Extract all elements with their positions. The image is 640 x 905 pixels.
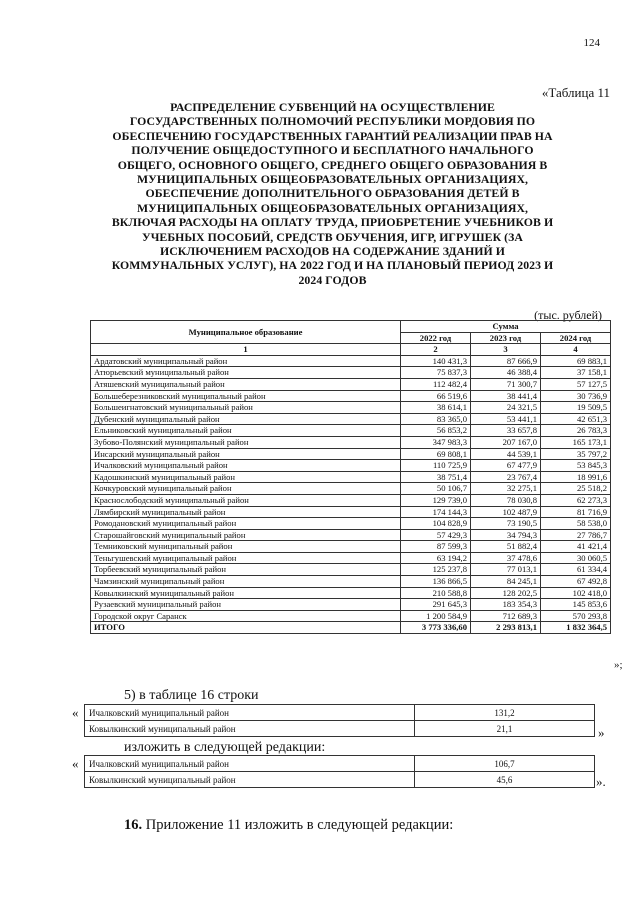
- table-row: [91, 518, 611, 530]
- amount-cell: 19 509,5: [541, 402, 611, 414]
- table-row: [91, 425, 611, 437]
- amount-cell: 56 853,2: [401, 425, 471, 437]
- amount-cell: 35 797,2: [541, 448, 611, 460]
- amount-cell: 183 354,3: [471, 599, 541, 611]
- column-index-row: [91, 344, 611, 356]
- amount-cell: 77 013,1: [471, 564, 541, 576]
- amount-cell: 53 845,3: [541, 460, 611, 472]
- municipality-name: Городской округ Саранск: [91, 610, 401, 622]
- municipality-name: Ковылкинский муниципальный район: [85, 772, 415, 788]
- municipality-name: Атяшевский муниципальный район: [91, 378, 401, 390]
- amount-cell: 34 794,3: [471, 529, 541, 541]
- amount-cell: 62 273,3: [541, 494, 611, 506]
- amount-cell: 32 275,1: [471, 483, 541, 495]
- amount-cell: 102 487,9: [471, 506, 541, 518]
- amount-cell: 78 030,8: [471, 494, 541, 506]
- amount-cell: 24 321,5: [471, 402, 541, 414]
- total-amount: 1 832 364,5: [541, 622, 611, 634]
- amount-cell: 112 482,4: [401, 378, 471, 390]
- amount-cell: 71 300,7: [471, 378, 541, 390]
- amount-cell: 45,6: [415, 772, 595, 788]
- index-cell: 2: [401, 344, 471, 356]
- municipality-name: Ромодановский муниципальный район: [91, 518, 401, 530]
- page-number: 124: [583, 37, 600, 49]
- municipality-name: Старошайговский муниципальный район: [91, 529, 401, 541]
- index-cell: 1: [91, 344, 401, 356]
- index-cell: 4: [541, 344, 611, 356]
- amount-cell: 106,7: [415, 756, 595, 772]
- table-row: [91, 610, 611, 622]
- amount-cell: 44 539,1: [471, 448, 541, 460]
- municipality-name: Атюрьевский муниципальный район: [91, 367, 401, 379]
- table16-old: [84, 704, 595, 737]
- amount-cell: 67 492,8: [541, 576, 611, 588]
- table-row: [91, 564, 611, 576]
- table-row: [85, 756, 595, 772]
- municipality-name: Ичалковский муниципальный район: [85, 756, 415, 772]
- table-row: [91, 460, 611, 472]
- total-amount: 2 293 813,1: [471, 622, 541, 634]
- quote-open: «: [72, 756, 79, 771]
- municipality-name: Ельниковский муниципальный район: [91, 425, 401, 437]
- municipality-name: Лямбирский муниципальный район: [91, 506, 401, 518]
- amount-cell: 37 158,1: [541, 367, 611, 379]
- table-row: [91, 367, 611, 379]
- municipality-name: Кадошкинский муниципальный район: [91, 471, 401, 483]
- table-end-mark: »;: [614, 659, 623, 671]
- total-label: ИТОГО: [91, 622, 401, 634]
- amount-cell: 33 657,8: [471, 425, 541, 437]
- header-2022: 2022 год: [401, 332, 471, 344]
- amount-cell: 84 245,1: [471, 576, 541, 588]
- municipality-name: Ковылкинский муниципальный район: [91, 587, 401, 599]
- table-row: [91, 494, 611, 506]
- amount-cell: 165 173,1: [541, 436, 611, 448]
- amount-cell: 51 882,4: [471, 541, 541, 553]
- municipality-name: Темниковский муниципальный район: [91, 541, 401, 553]
- amount-cell: 174 144,3: [401, 506, 471, 518]
- amount-cell: 38 614,1: [401, 402, 471, 414]
- amount-cell: 75 837,3: [401, 367, 471, 379]
- amount-cell: 110 725,9: [401, 460, 471, 472]
- amount-cell: 30 060,5: [541, 552, 611, 564]
- amount-cell: 37 478,6: [471, 552, 541, 564]
- amount-cell: 291 645,3: [401, 599, 471, 611]
- table-reference: «Таблица 11: [541, 85, 610, 100]
- table-row: [85, 772, 595, 788]
- amount-cell: 46 388,4: [471, 367, 541, 379]
- amount-cell: 38 751,4: [401, 471, 471, 483]
- amount-cell: 570 293,8: [541, 610, 611, 622]
- quote-close: »: [598, 725, 605, 740]
- table-row: [91, 541, 611, 553]
- header-2023: 2023 год: [471, 332, 541, 344]
- amount-cell: 712 689,3: [471, 610, 541, 622]
- table-row: [85, 705, 595, 721]
- index-cell: 3: [471, 344, 541, 356]
- amount-cell: 1 200 584,9: [401, 610, 471, 622]
- table-row: [91, 413, 611, 425]
- amount-cell: 347 983,3: [401, 436, 471, 448]
- amount-cell: 87 666,9: [471, 355, 541, 367]
- amount-cell: 83 365,0: [401, 413, 471, 425]
- table-row: [85, 721, 595, 737]
- amount-cell: 41 421,4: [541, 541, 611, 553]
- amount-cell: 102 418,0: [541, 587, 611, 599]
- units-label: (тыс. рублей): [534, 308, 602, 322]
- municipality-name: Рузаевский муниципальный район: [91, 599, 401, 611]
- amount-cell: 18 991,6: [541, 471, 611, 483]
- item-16-text: Приложение 11 изложить в следующей редакции:: [142, 817, 454, 833]
- municipality-name: Ардатовский муниципальный район: [91, 355, 401, 367]
- amount-cell: 50 106,7: [401, 483, 471, 495]
- amount-cell: 125 237,8: [401, 564, 471, 576]
- amount-cell: 21,1: [415, 721, 595, 737]
- amount-cell: 87 599,3: [401, 541, 471, 553]
- amount-cell: 58 538,0: [541, 518, 611, 530]
- amount-cell: 61 334,4: [541, 564, 611, 576]
- amount-cell: 145 853,6: [541, 599, 611, 611]
- table-row: [91, 471, 611, 483]
- amount-cell: 63 194,2: [401, 552, 471, 564]
- table-row: [91, 587, 611, 599]
- table-row: [91, 529, 611, 541]
- municipality-name: Дубенский муниципальный район: [91, 413, 401, 425]
- municipality-name: Кочкуровский муниципальный район: [91, 483, 401, 495]
- municipality-name: Большеигнатовский муниципальный район: [91, 402, 401, 414]
- amount-cell: 69 883,1: [541, 355, 611, 367]
- table-row: [91, 378, 611, 390]
- header-municipality: Муниципальное образование: [91, 321, 401, 344]
- municipality-name: Большеберезниковский муниципальный район: [91, 390, 401, 402]
- amount-cell: 131,2: [415, 705, 595, 721]
- amount-cell: 136 866,5: [401, 576, 471, 588]
- amount-cell: 25 518,2: [541, 483, 611, 495]
- amount-cell: 57 127,5: [541, 378, 611, 390]
- table-row: [91, 506, 611, 518]
- item-16: [124, 817, 453, 834]
- subvention-table: [90, 320, 611, 634]
- table-row: [91, 390, 611, 402]
- header-2024: 2024 год: [541, 332, 611, 344]
- amount-cell: 140 431,3: [401, 355, 471, 367]
- table16-new: [84, 755, 595, 788]
- municipality-name: Ичалковский муниципальный район: [85, 705, 415, 721]
- municipality-name: Краснослободский муниципальный район: [91, 494, 401, 506]
- amount-cell: 26 783,3: [541, 425, 611, 437]
- amount-cell: 104 828,9: [401, 518, 471, 530]
- amount-cell: 53 441,1: [471, 413, 541, 425]
- document-title: РАСПРЕДЕЛЕНИЕ СУБВЕНЦИЙ НА ОСУЩЕСТВЛЕНИЕ ГОСУДАРСТВЕННЫХ ПОЛНОМОЧИЙ РЕСПУБЛИКИ МОРДОВИЯ ПО ОБЕСПЕЧЕНИЮ ГОСУДАРСТВЕННЫХ ГАРАНТИЙ РЕАЛИЗАЦИИ ПРАВ НА ПОЛУЧЕНИЕ ОБЩЕДОСТУПНОГО И БЕСПЛАТНОГО НАЧАЛЬНОГО ОБЩЕГО, ОСНОВНОГО ОБЩЕГО, СРЕДНЕГО ОБЩЕГО ОБРАЗОВАНИЯ В МУНИЦИПАЛЬНЫХ ОБЩЕОБРАЗОВАТЕЛЬНЫХ ОРГАНИЗАЦИЯХ, ОБЕСПЕЧЕНИЕ ДОПОЛНИТЕЛЬНОГО ОБРАЗОВАНИЯ ДЕТЕЙ В МУНИЦИПАЛЬНЫХ ОБЩЕОБРАЗОВАТЕЛЬНЫХ ОРГАНИЗАЦИЯХ, ВКЛЮЧАЯ РАСХОДЫ НА ОПЛАТУ ТРУДА, ПРИОБРЕТЕНИЕ УЧЕБНИКОВ И УЧЕБНЫХ ПОСОБИЙ, СРЕДСТВ ОБУЧЕНИЯ, ИГР, ИГРУШЕК (ЗА ИСКЛЮЧЕНИЕМ РАСХОДОВ НА СОДЕРЖАНИЕ ЗДАНИЙ И КОММУНАЛЬНЫХ УСЛУГ), НА 2022 ГОД И НА ПЛАНОВЫЙ ПЕРИОД 2023 И 2024 ГОДОВ: [111, 100, 554, 287]
- amount-cell: 42 651,3: [541, 413, 611, 425]
- total-amount: 3 773 336,60: [401, 622, 471, 634]
- amount-cell: 73 190,5: [471, 518, 541, 530]
- table-row: [91, 552, 611, 564]
- table-row: [91, 436, 611, 448]
- municipality-name: Инсарский муниципальный район: [91, 448, 401, 460]
- amount-cell: 81 716,9: [541, 506, 611, 518]
- header-sum: Сумма: [401, 321, 611, 333]
- quote-open: «: [72, 705, 79, 720]
- amount-cell: 67 477,9: [471, 460, 541, 472]
- total-row: [91, 622, 611, 634]
- municipality-name: Ичалковский муниципальный район: [91, 460, 401, 472]
- municipality-name: Торбеевский муниципальный район: [91, 564, 401, 576]
- amount-cell: 27 786,7: [541, 529, 611, 541]
- replace-instruction: изложить в следующей редакции:: [124, 740, 326, 755]
- amount-cell: 38 441,4: [471, 390, 541, 402]
- amount-cell: 207 167,0: [471, 436, 541, 448]
- municipality-name: Теньгушевский муниципальный район: [91, 552, 401, 564]
- quote-close: ».: [596, 774, 606, 789]
- amount-cell: 66 519,6: [401, 390, 471, 402]
- municipality-name: Зубово-Полянский муниципальный район: [91, 436, 401, 448]
- amount-cell: 57 429,3: [401, 529, 471, 541]
- item-16-number: 16.: [124, 817, 143, 833]
- table-row: [91, 576, 611, 588]
- table-row: [91, 402, 611, 414]
- amount-cell: 129 739,0: [401, 494, 471, 506]
- table-row: [91, 599, 611, 611]
- amount-cell: 210 588,8: [401, 587, 471, 599]
- table-row: [91, 483, 611, 495]
- table-row: [91, 355, 611, 367]
- amount-cell: 30 736,9: [541, 390, 611, 402]
- table-row: [91, 448, 611, 460]
- amount-cell: 23 767,4: [471, 471, 541, 483]
- item-5-text: 5) в таблице 16 строки: [124, 688, 259, 703]
- municipality-name: Чамзинский муниципальный район: [91, 576, 401, 588]
- amount-cell: 128 202,5: [471, 587, 541, 599]
- municipality-name: Ковылкинский муниципальный район: [85, 721, 415, 737]
- amount-cell: 69 808,1: [401, 448, 471, 460]
